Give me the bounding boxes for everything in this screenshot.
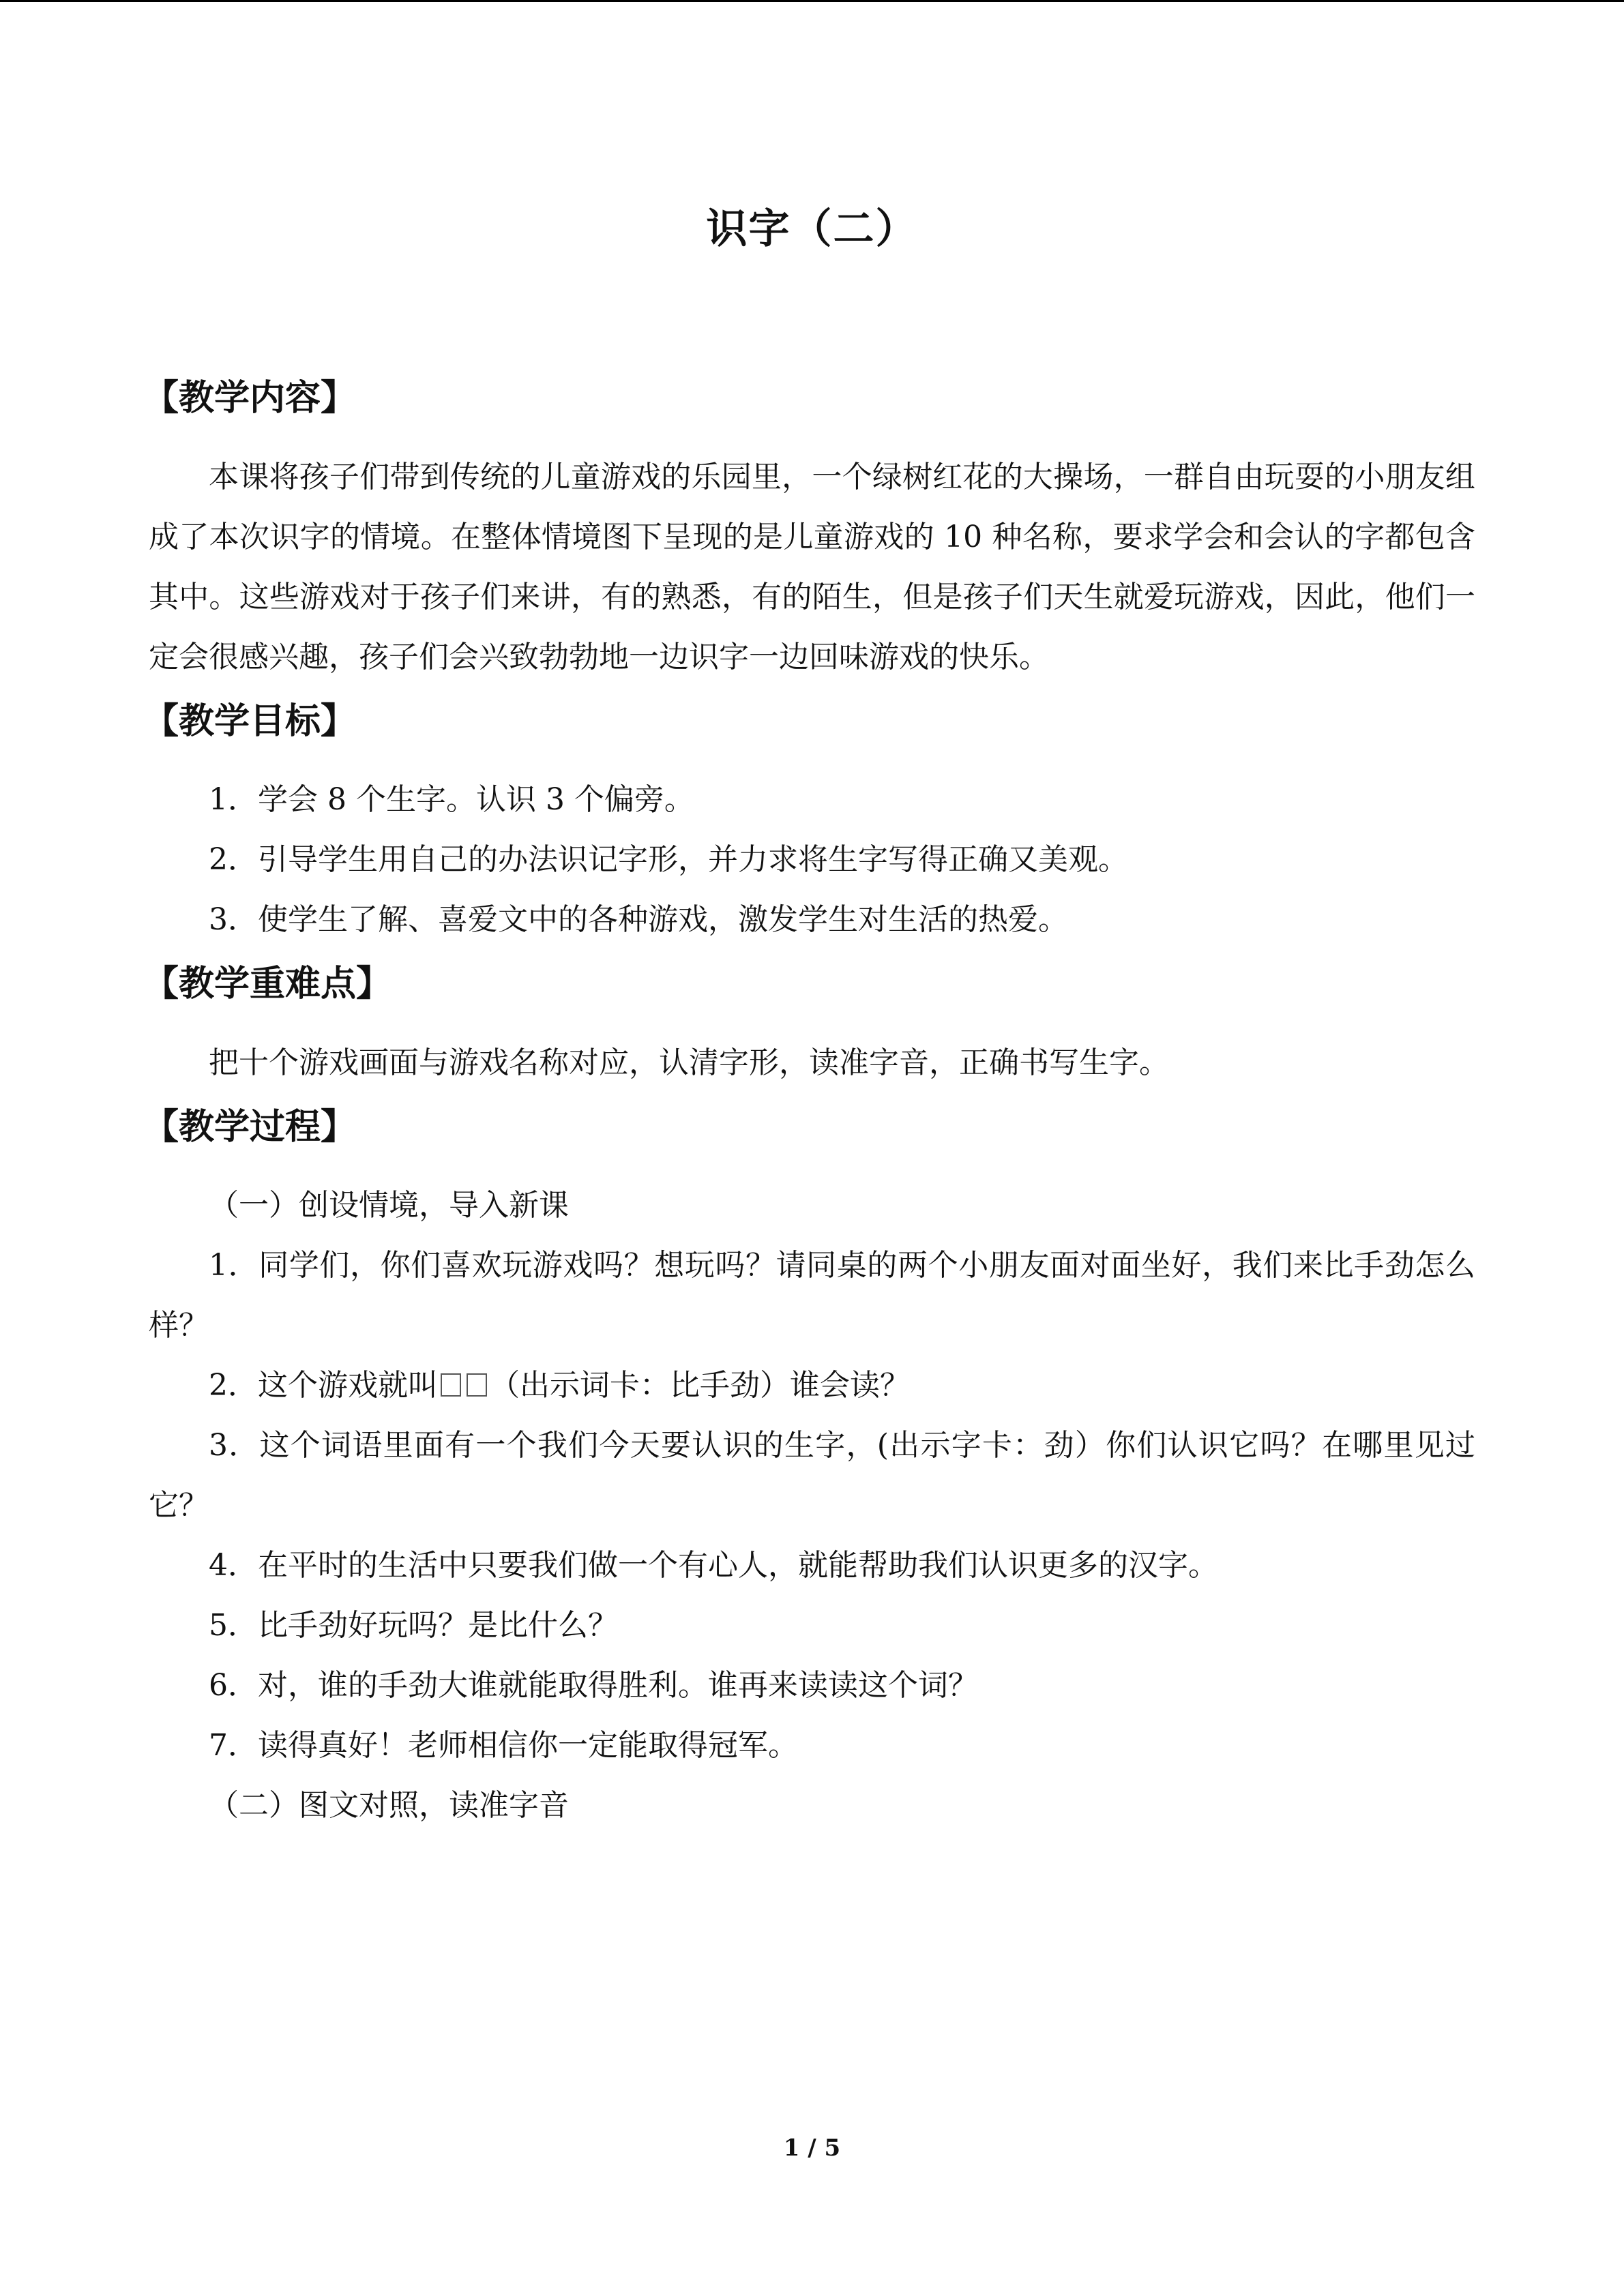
blank-box-2 <box>467 1373 487 1397</box>
section-key-points <box>143 961 1475 1093</box>
document-body <box>143 205 1475 1840</box>
section-content <box>143 375 1475 687</box>
heading-content: 【教学内容】 <box>143 377 357 419</box>
blank-box-1 <box>441 1373 461 1397</box>
section-goals <box>143 698 1475 951</box>
key-points-paragraph: 把十个游戏画面与游戏名称对应，认清字形，读准字音，正确书写生字。 <box>209 1045 1169 1080</box>
process-item-2-before: 2．这个游戏就叫 <box>209 1368 438 1403</box>
page-title: 识字（二） <box>706 205 918 253</box>
process-item-1: 1．同学们，你们喜欢玩游戏吗？想玩吗？请同桌的两个小朋友面对面坐好，我们来比手劲怎么样？ <box>149 1248 1475 1343</box>
process-item-6: 6．对，谁的手劲大谁就能取得胜利。谁再来读读这个词？ <box>209 1668 978 1703</box>
heading-process: 【教学过程】 <box>143 1105 357 1148</box>
goal-item-3: 3．使学生了解、喜爱文中的各种游戏，激发学生对生活的热爱。 <box>209 902 1068 938</box>
content-paragraph: 本课将孩子们带到传统的儿童游戏的乐园里，一个绿树红花的大操场，一群自由玩耍的小朋友组成了本次识字的情境。在整体情境图下呈现的是儿童游戏的 10 种名称，要求学会和会认的字都包含其中。这些游戏对于孩子们来讲，有的熟悉，有的陌生，但是孩子们天生就爱玩游戏，因此，他们一定会很感兴趣，孩子们会兴致勃勃地一边识字一边回味游戏的快乐。 <box>149 459 1475 674</box>
heading-key-points: 【教学重难点】 <box>143 963 392 1005</box>
process-item-7: 7．读得真好！老师相信你一定能取得冠军。 <box>209 1728 798 1763</box>
top-border-line <box>0 0 1624 2</box>
goal-item-1: 1．学会 8 个生字。认识 3 个偏旁。 <box>209 782 694 818</box>
process-item-5: 5．比手劲好玩吗？是比什么？ <box>209 1608 618 1643</box>
heading-goals: 【教学目标】 <box>143 700 357 742</box>
process-item-2-after: （出示词卡：比手劲）谁会读？ <box>490 1368 910 1403</box>
process-part-2-title: （二）图文对照，读准字音 <box>209 1788 569 1823</box>
section-process <box>143 1104 1475 1836</box>
process-part-1-title: （一）创设情境，导入新课 <box>209 1188 569 1223</box>
page-number: 1 / 5 <box>783 2134 841 2162</box>
process-item-2 <box>149 1356 1475 1416</box>
goal-item-2: 2．引导学生用自己的办法识记字形，并力求将生字写得正确又美观。 <box>209 842 1128 878</box>
process-item-4: 4．在平时的生活中只要我们做一个有心人，就能帮助我们认识更多的汉字。 <box>209 1548 1218 1583</box>
process-item-3: 3．这个词语里面有一个我们今天要认识的生字，(出示字卡：劲）你们认识它吗？在哪里见过它？ <box>149 1428 1475 1523</box>
